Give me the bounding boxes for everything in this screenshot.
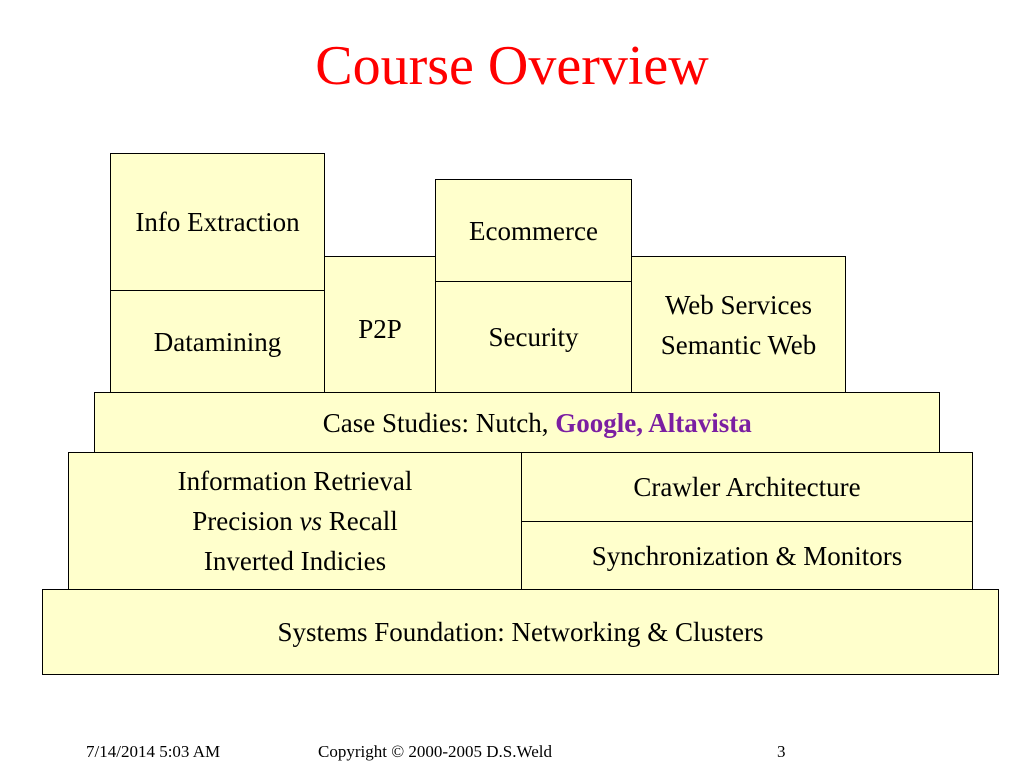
case-studies-prefix: Case Studies: Nutch, <box>322 408 556 438</box>
footer-copyright: Copyright © 2000-2005 D.S.Weld <box>318 742 552 761</box>
footer-page-number: 3 <box>777 742 786 761</box>
case-studies-highlight: Google, Altavista <box>555 408 752 438</box>
information-retrieval-block <box>68 452 522 590</box>
ir-line-2-start: Precision <box>192 506 300 536</box>
ecommerce-block: Ecommerce <box>435 179 632 282</box>
slide-title: Course Overview <box>315 35 709 97</box>
ir-line-2 <box>192 501 397 541</box>
ir-line-3: Inverted Indicies <box>203 546 387 576</box>
systems-foundation-block: Systems Foundation: Networking & Clusters <box>42 589 999 675</box>
synchronization-block: Synchronization & Monitors <box>521 521 973 590</box>
ir-line-1: Information Retrieval <box>177 466 413 496</box>
semantic-web-label: Semantic Web <box>660 329 817 360</box>
security-block: Security <box>435 281 632 393</box>
crawler-architecture-block: Crawler Architecture <box>521 452 973 522</box>
datamining-block: Datamining <box>110 290 325 393</box>
footer-datetime: 7/14/2014 5:03 AM <box>86 742 221 761</box>
case-studies-block <box>94 392 940 454</box>
info-extraction-block: Info Extraction <box>110 153 325 291</box>
ir-line-2-end: Recall <box>322 506 398 536</box>
web-services-label: Web Services <box>664 289 812 320</box>
ir-line-2-italic: vs <box>299 506 322 536</box>
p2p-block: P2P <box>324 256 436 393</box>
